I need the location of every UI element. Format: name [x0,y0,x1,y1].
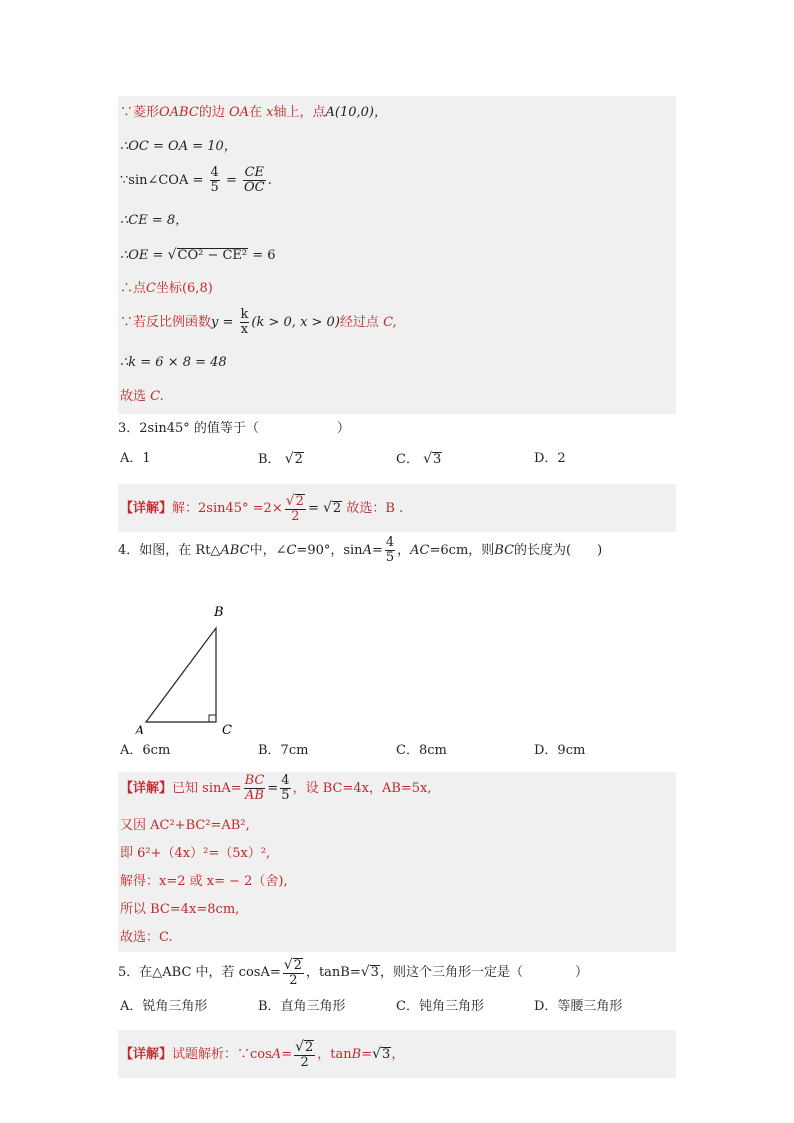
sqrt-sign-icon: √ [360,964,370,980]
option-a: A．锐角三角形 [120,999,208,1014]
option-c: C．钝角三角形 [396,999,484,1014]
detail-line-2: 又因 AC²+BC²=AB², [120,818,250,833]
fraction: $\frac{√2}{2}$ [295,1038,314,1070]
question-3-stem: 3．2sin45° 的值等于（ ） [118,421,350,436]
solution-block-q4 [118,772,676,952]
vertex-label-c: C [222,723,232,734]
option-d: D．等腰三角形 [534,999,623,1014]
document-page [118,96,676,1078]
solution-line-2: ∴OC = OA = 10， [120,139,237,154]
sqrt-sign-icon: √ [423,451,433,467]
fraction: $\frac{4}{5}$ [281,773,290,803]
sqrt-sign-icon: √ [322,500,332,516]
sqrt-sign-icon: √ [295,1038,305,1055]
right-angle-mark [209,715,216,722]
solution-block-q2 [118,96,676,414]
vertex-label-a: A [135,724,145,734]
option-a: A．1 [120,451,151,466]
option-a: A．6cm [120,743,171,758]
solution-line-8: ∴k = 6 × 8 = 48 [120,355,227,370]
solution-line-3: ∵sin∠COA = $\frac{4}{5}$ = $\frac{CE}{OC}$ . [120,165,272,195]
solution-block-q5 [118,1030,676,1078]
fraction: $\frac{CE}{OC}$ [244,165,265,195]
option-d: D．9cm [534,743,586,758]
vertex-label-b: B [214,605,224,620]
solution-block-q3 [118,484,676,532]
solution-line-4: ∴CE = 8， [120,213,189,228]
sqrt-sign-icon: √ [167,247,177,263]
detail-line-3: 即 6²+（4x）²=（5x）², [120,846,271,861]
triangle-figure [118,570,676,736]
fraction: $\frac{√2}{2}$ [283,956,302,988]
solution-line-5: ∴OE = √CO² − CE² = 6 [120,247,276,263]
option-c: C．8cm [396,743,447,758]
option-d: D．2 [534,451,566,466]
solution-line-1: ∵菱形OABC的边 OA在 x轴上，点A(10,0)， [120,105,388,120]
right-triangle-diagram [128,574,288,734]
detail-line-4: 解得：x=2 或 x= − 2（舍), [120,874,288,889]
solution-line-9: 故选 C. [120,389,164,404]
question-5-options [118,992,676,1022]
option-c: C． √3 [396,451,442,467]
question-5-stem: 5．在△ABC 中，若 cosA= $\frac{√2}{2}$ ，tanB=√3，则这个三角形一定是（ ） [118,956,588,988]
detail-line: 【详解】解：2sin45° =2× $\frac{√2}{2}$ = √2 故选：B . [120,492,404,524]
fraction: $\frac{k}{x}$ [240,307,249,337]
detail-line-1: 【详解】已知 sinA= $\frac{BC}{AB}$ = $\frac{4}{5}$ ，设 BC=4x，AB=5x, [120,773,432,803]
detail-line-6: 故选：C. [120,930,173,945]
question-3-options [118,444,676,474]
sqrt-sign-icon: √ [372,1046,382,1062]
detail-line: 【详解】试题解析：∵cosA= $\frac{√2}{2}$ ，tanB=√3， [120,1038,405,1070]
sqrt-sign-icon: √ [284,451,294,467]
fraction: $\frac{BC}{AB}$ [244,773,265,803]
fraction: $\frac{4}{5}$ [210,165,219,195]
solution-line-6: ∴点C坐标(6,8) [120,281,213,296]
option-b: B．7cm [258,743,309,758]
sqrt-sign-icon: √ [283,956,293,973]
question-4-options [118,736,676,766]
fraction: $\frac{√2}{2}$ [285,492,304,524]
option-b: B． √2 [258,451,303,467]
triangle-shape [146,628,216,722]
option-b: B．直角三角形 [258,999,346,1014]
sqrt-sign-icon: √ [285,492,295,509]
fraction: $\frac{4}{5}$ [385,535,395,565]
detail-line-5: 所以 BC=4x=8cm, [120,902,240,917]
question-4-stem: 4．如图，在 Rt△ABC中，∠C=90°，sinA= $\frac{4}{5}$ ，AC=6cm，则BC的长度为( ) [118,535,603,565]
solution-line-7: ∵若反比例函数y = $\frac{k}{x}$ (k > 0, x > 0)经过点 C, [120,307,397,337]
